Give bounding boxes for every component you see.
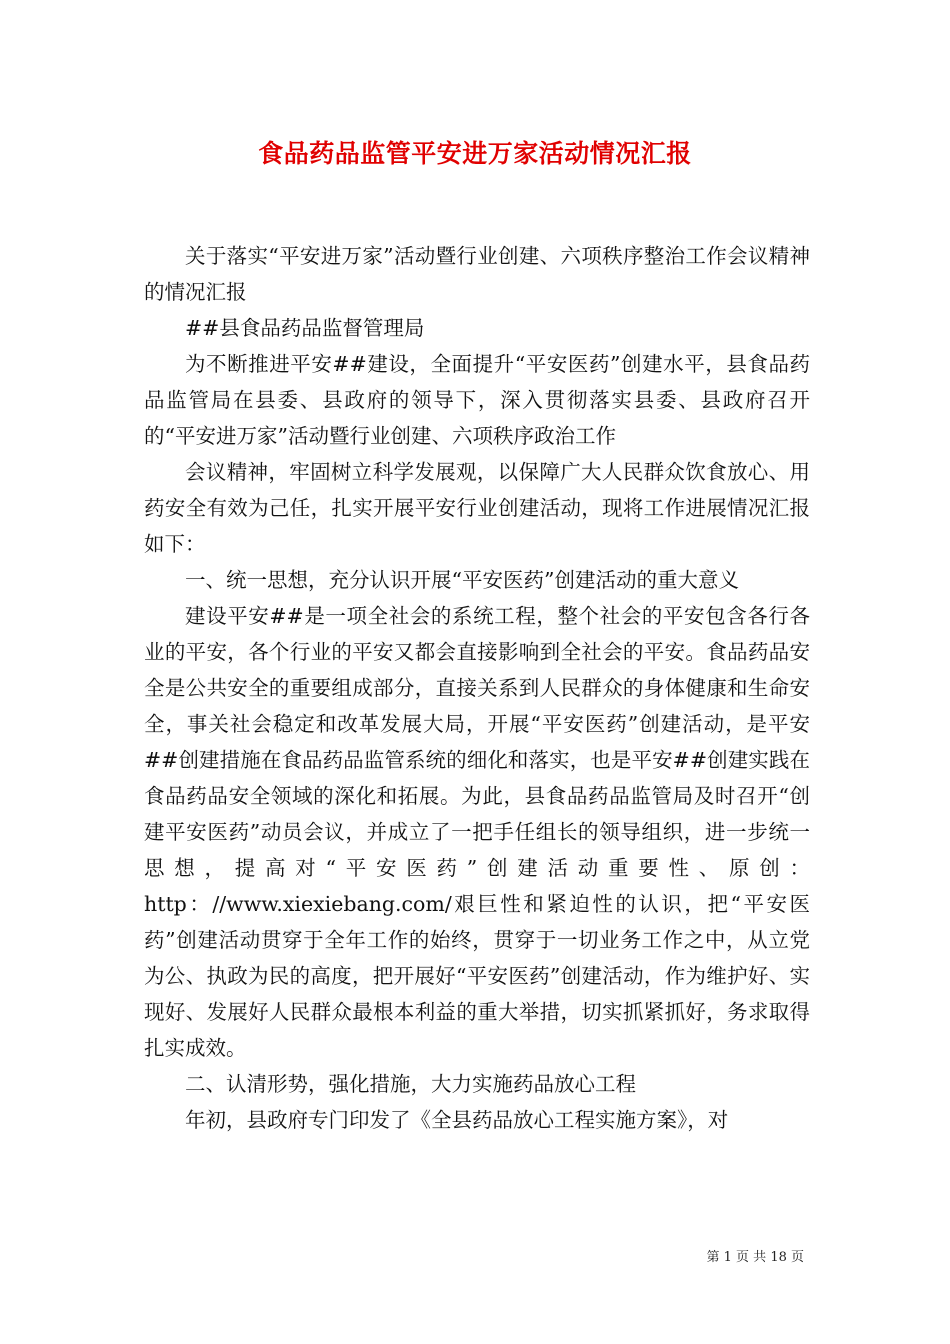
paragraph-issuer: ##县食品药品监督管理局: [185, 316, 425, 340]
paragraph-section-1: 建设平安##是一项全社会的系统工程，整个社会的平安包含各行各业的平安，各个行业的平安又都会直接影响到全社会的平安。食品药品安全是公共安全的重要组成部分，直接关系到人民群众的身体健康和生命安全，事关社会稳定和改革发展大局，开展“平安医药”创建活动，是平安##创建措施在食品药品监管系统的细化和落实，也是平安##创建实践在食品药品安全领域的深化和拓展。为此，县食品药品监管局及时召开“创建平安医药”动员会议，并成立了一把手任组长的领导组织，进一步统一思想，提高对“平安医药”创建活动重要性、原创：http：//www.xiexiebang.com/艰巨性和紧迫性的认识，把“平安医药”创建活动贯穿于全年工作的始终，贯穿于一切业务工作之中，从立党为公、执政为民的高度，把开展好“平安医药”创建活动，作为维护好、实现好、发展好人民群众最根本利益的重大举措，切实抓紧抓好，务求取得扎实成效。: [144, 604, 810, 1060]
section-heading-2: 二、认清形势，强化措施，大力实施药品放心工程: [185, 1072, 636, 1096]
paragraph-intro-continued: 会议精神，牢固树立科学发展观，以保障广大人民群众饮食放心、用药安全有效为己任，扎实开展平安行业创建活动，现将工作进展情况汇报如下：: [144, 460, 810, 556]
paragraph-section-2: 年初，县政府专门印发了《全县药品放心工程实施方案》，对: [185, 1108, 729, 1132]
paragraph-report-subject: 关于落实“平安进万家”活动暨行业创建、六项秩序整治工作会议精神的情况汇报: [144, 244, 810, 304]
section-heading-1: 一、统一思想，充分认识开展“平安医药”创建活动的重大意义: [185, 568, 739, 592]
page-number-footer: 第 1 页 共 18 页: [706, 1250, 804, 1265]
document-title: 食品药品监管平安进万家活动情况汇报: [258, 139, 692, 168]
paragraph-intro: 为不断推进平安##建设，全面提升“平安医药”创建水平，县食品药品监管局在县委、县政府的领导下，深入贯彻落实县委、县政府召开的“平安进万家”活动暨行业创建、六项秩序政治工作: [144, 352, 810, 448]
document-body: [144, 238, 810, 1138]
